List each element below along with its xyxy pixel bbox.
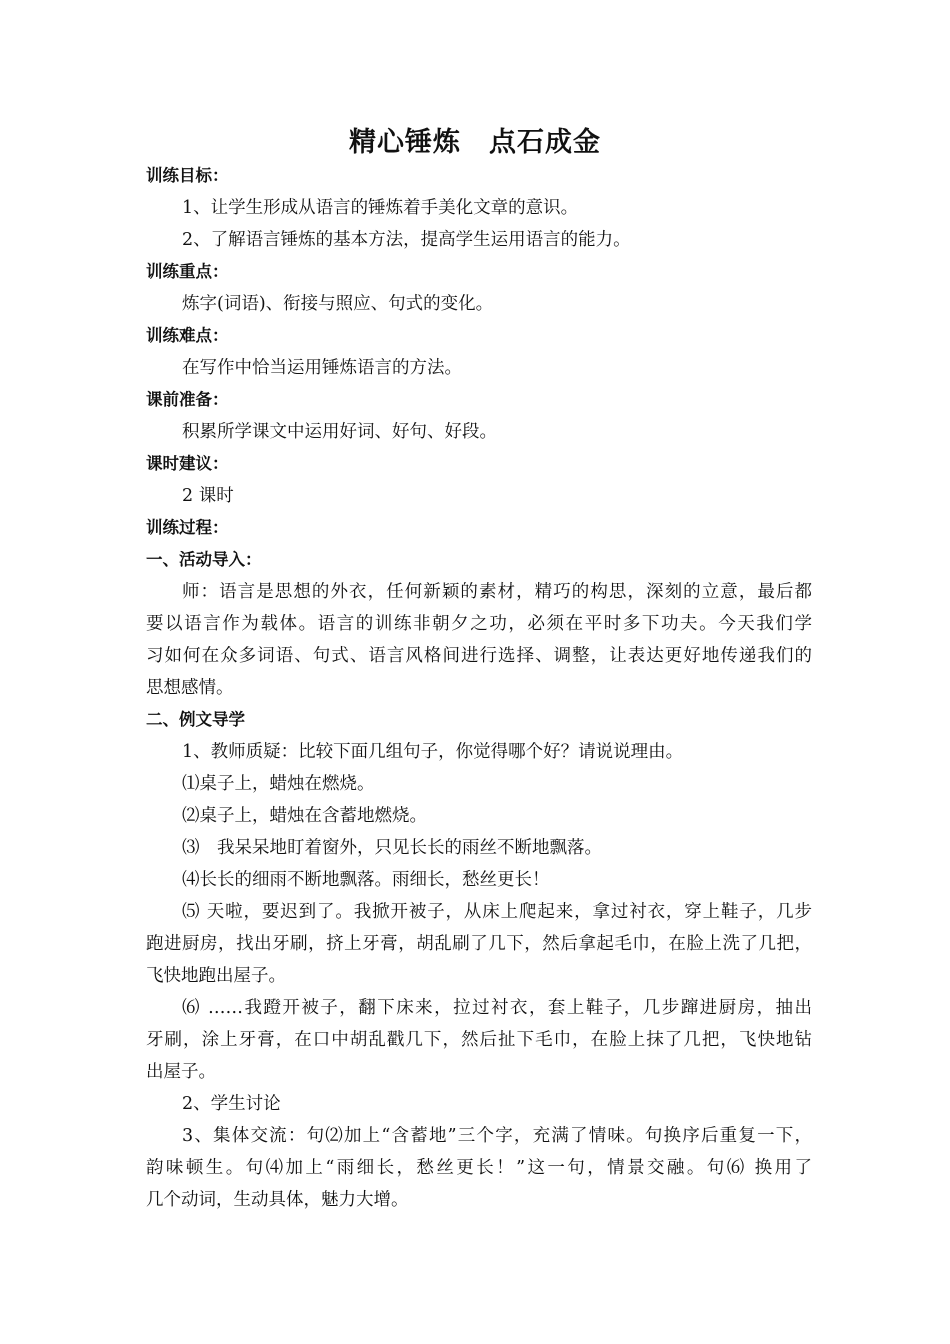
sentence-5-line-1: ⑸ 天啦，要迟到了。我掀开被子，从床上爬起来，拿过衬衣，穿上鞋子，几步 <box>182 902 812 922</box>
prep-text: 积累所学课文中运用好词、好句、好段。 <box>182 422 497 442</box>
key-text: 炼字(词语)、衔接与照应、句式的变化。 <box>182 294 494 314</box>
exchange-line-2: 韵味顿生。句⑷加上“雨细长，愁丝更长！”这一句，情景交融。句⑹ 换用了 <box>146 1158 812 1178</box>
document-title: 精心锤炼 点石成金 <box>349 127 601 158</box>
sentence-4: ⑷长长的细雨不断地飘落。雨细长，愁丝更长！ <box>182 870 550 890</box>
key-heading: 训练重点： <box>146 262 229 281</box>
intro-line-4: 思想感情。 <box>146 678 234 698</box>
sentence-5-line-2: 跑进厨房，找出牙刷，挤上牙膏，胡乱刷了几下，然后拿起毛巾，在脸上洗了几把， <box>146 934 812 954</box>
prep-heading: 课前准备： <box>146 390 229 409</box>
intro-line-2: 要以语言作为载体。语言的训练非朝夕之功，必须在平时多下功夫。今天我们学 <box>146 614 812 634</box>
sentence-6-line-3: 出屋子。 <box>146 1062 216 1082</box>
teacher-question: 1、教师质疑：比较下面几组句子，你觉得哪个好？请说说理由。 <box>182 742 684 762</box>
hours-heading: 课时建议： <box>146 454 229 473</box>
goal-item-2: 2、了解语言锤炼的基本方法，提高学生运用语言的能力。 <box>182 230 631 250</box>
goal-item-1: 1、让学生形成从语言的锤炼着手美化文章的意识。 <box>182 198 579 218</box>
difficulty-text: 在写作中恰当运用锤炼语言的方法。 <box>182 358 462 378</box>
sentence-3: ⑶ 我呆呆地盯着窗外，只见长长的雨丝不断地飘落。 <box>182 838 602 858</box>
intro-line-3: 习如何在众多词语、句式、语言风格间进行选择、调整，让表达更好地传递我们的 <box>146 646 812 666</box>
student-discussion: 2、学生讨论 <box>182 1094 281 1114</box>
sentence-2: ⑵桌子上，蜡烛在含蓄地燃烧。 <box>182 806 427 826</box>
section2-heading: 二、例文导学 <box>146 710 245 729</box>
sentence-5-line-3: 飞快地跑出屋子。 <box>146 966 286 986</box>
section1-heading: 一、活动导入： <box>146 550 262 569</box>
difficulty-heading: 训练难点： <box>146 326 229 345</box>
sentence-6-line-2: 牙刷，涂上牙膏，在口中胡乱戳几下，然后扯下毛巾，在脸上抹了几把，飞快地钻 <box>146 1030 812 1050</box>
hours-text: 2 课时 <box>182 486 234 506</box>
exchange-line-1: 3、集体交流：句⑵加上“含蓄地”三个字，充满了情味。句换序后重复一下， <box>182 1126 812 1146</box>
sentence-1: ⑴桌子上，蜡烛在燃烧。 <box>182 774 375 794</box>
intro-line-1: 师：语言是思想的外衣，任何新颖的素材，精巧的构思，深刻的立意，最后都 <box>182 582 812 602</box>
goal-heading: 训练目标： <box>146 166 229 185</box>
exchange-line-3: 几个动词，生动具体，魅力大增。 <box>146 1190 409 1210</box>
process-heading: 训练过程： <box>146 518 229 537</box>
sentence-6-line-1: ⑹ ……我蹬开被子，翻下床来，拉过衬衣，套上鞋子，几步蹿进厨房，抽出 <box>182 998 812 1018</box>
